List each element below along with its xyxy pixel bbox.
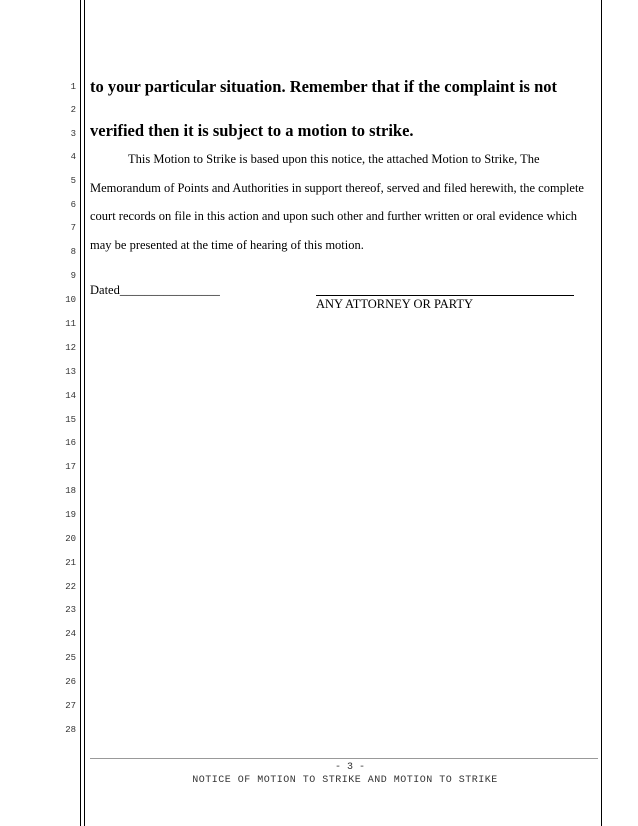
line-number: 15 — [65, 415, 76, 425]
line-number: 5 — [70, 176, 76, 186]
line-number: 9 — [70, 271, 76, 281]
line-number: 20 — [65, 534, 76, 544]
body-paragraph-line: may be presented at the time of hearing of this motion. — [90, 238, 364, 252]
line-number: 22 — [65, 582, 76, 592]
signature-line — [316, 295, 574, 296]
line-number: 1 — [70, 82, 76, 92]
line-number: 6 — [70, 200, 76, 210]
body-bold-line: verified then it is subject to a motion to strike. — [90, 121, 414, 140]
body-paragraph-line: court records on file in this action and upon such other and further written or oral evidence which — [90, 209, 577, 223]
page-number: - 3 - — [334, 762, 365, 773]
left-margin-rule-inner — [84, 0, 85, 826]
line-number: 28 — [65, 725, 76, 735]
line-number: 3 — [70, 129, 76, 139]
line-number: 11 — [65, 319, 76, 329]
line-number: 10 — [65, 295, 76, 305]
line-number: 7 — [70, 223, 76, 233]
footer-rule — [90, 758, 598, 759]
left-margin-rule-outer — [80, 0, 81, 826]
line-number: 8 — [70, 247, 76, 257]
line-number: 17 — [65, 462, 76, 472]
line-number: 16 — [65, 438, 76, 448]
body-bold-line: to your particular situation. Remember that if the complaint is not — [90, 77, 558, 96]
line-number: 23 — [65, 605, 76, 615]
body-paragraph-line: This Motion to Strike is based upon this notice, the attached Motion to Strike, The — [128, 152, 540, 166]
line-number: 24 — [65, 629, 76, 639]
line-number: 21 — [65, 558, 76, 568]
line-number: 12 — [65, 343, 76, 353]
line-number: 18 — [65, 486, 76, 496]
footer-title: NOTICE OF MOTION TO STRIKE AND MOTION TO STRIKE — [192, 775, 498, 786]
line-number: 4 — [70, 152, 76, 162]
line-number: 19 — [65, 510, 76, 520]
body-paragraph-line: Memorandum of Points and Authorities in support thereof, served and filed herewith, the complete — [90, 181, 584, 195]
line-number: 14 — [65, 391, 76, 401]
signature-label: ANY ATTORNEY OR PARTY — [316, 297, 474, 311]
line-number: 2 — [70, 105, 76, 115]
line-number: 25 — [65, 653, 76, 663]
right-margin-rule — [601, 0, 602, 826]
line-number: 26 — [65, 677, 76, 687]
line-number: 13 — [65, 367, 76, 377]
dated-line: Dated________________ — [90, 283, 220, 297]
line-number: 27 — [65, 701, 76, 711]
